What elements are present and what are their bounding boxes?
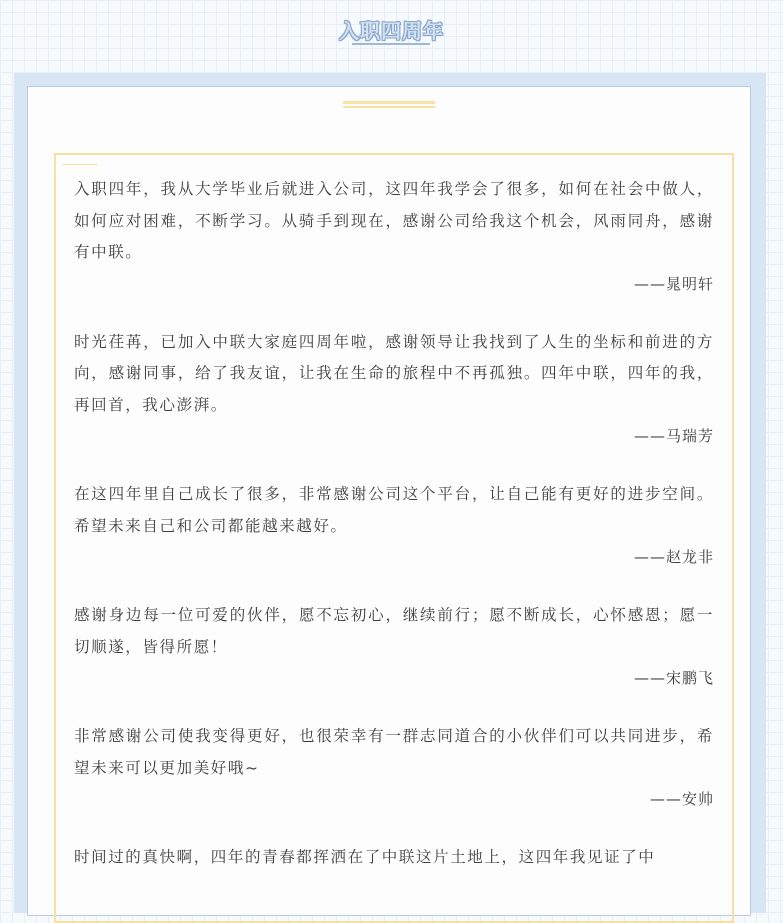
message-signature: ——马瑞芳 <box>633 427 714 445</box>
message-text: 时间过的真快啊，四年的青春都挥洒在了中联这片土地上，这四年我见证了中 <box>74 848 656 866</box>
title-underline <box>352 43 430 45</box>
message-text: 入职四年，我从大学毕业后就进入公司，这四年我学会了很多，如何在社会中做人，如何应对困难，不断学习。从骑手到现在，感谢公司给我这个机会，风雨同舟，感谢有中联。 <box>74 180 714 261</box>
gold-corner-line <box>62 164 98 165</box>
decorative-bar <box>343 106 435 108</box>
message-text: 在这四年里自己成长了很多，非常感谢公司这个平台，让自己能有更好的进步空间。希望未来自己和公司都能越来越好。 <box>74 485 714 535</box>
page-header <box>0 0 783 70</box>
message-entry <box>74 174 714 299</box>
decorative-bar <box>343 101 435 104</box>
message-entry <box>74 600 714 693</box>
page-title: 入职四周年 <box>339 19 444 43</box>
message-signature: ——宋鹏飞 <box>633 669 714 687</box>
message-entry <box>74 327 714 452</box>
message-text: 时光荏苒，已加入中联大家庭四周年啦，感谢领导让我找到了人生的坐标和前进的方向，感谢同事，给了我友谊，让我在生命的旅程中不再孤独。四年中联，四年的我，再回首，我心澎湃。 <box>74 332 714 414</box>
message-signature: ——赵龙非 <box>633 548 714 566</box>
message-entry <box>74 721 714 814</box>
message-entry <box>74 479 714 572</box>
message-text: 感谢身边每一位可爱的伙伴，愿不忘初心，继续前行；愿不断成长，心怀感恩；愿一切顺遂，皆得所愿！ <box>74 606 714 656</box>
message-signature: ——晁明轩 <box>633 274 714 293</box>
message-text: 非常感谢公司使我变得更好，也很荣幸有一群志同道合的小伙伴们可以共同进步，希望未来可以更加美好哦~ <box>74 727 714 777</box>
message-entry <box>74 842 714 874</box>
messages-list <box>74 174 714 902</box>
message-signature: ——安帅 <box>649 790 714 808</box>
